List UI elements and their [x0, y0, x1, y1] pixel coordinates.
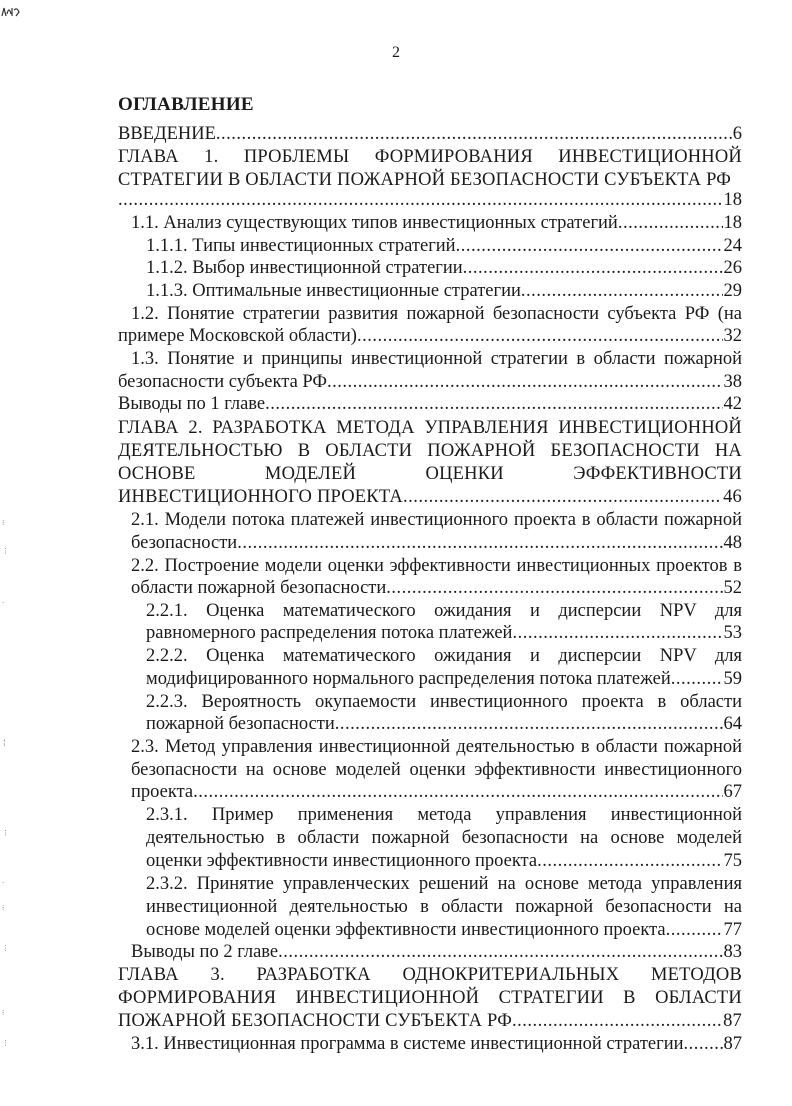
toc-line: СТРАТЕГИИ В ОБЛАСТИ ПОЖАРНОЙ БЕЗОПАСНОСТИ СУБЪЕКТА РФ [118, 170, 732, 190]
toc-entry[interactable]: области пожарной безопасности ..... 52 [131, 576, 742, 600]
toc-line: 2.3. Метод управления инвестиционной деятельностью в области пожарной [131, 737, 742, 757]
toc-entry[interactable]: 3.1. Инвестиционная программа в системе инвестиционной стратегии ..... 87 [131, 1032, 742, 1056]
toc-entry[interactable]: 1.1. Анализ существующих типов инвестиционных стратегий ..... 18 [131, 211, 742, 235]
toc-entry[interactable]: модифицированного нормального распределения потока платежей ..... 59 [146, 667, 742, 691]
toc-line: деятельностью в области пожарной безопасности на основе моделей [146, 828, 742, 848]
toc-title: ОГЛАВЛЕНИЕ [118, 94, 254, 115]
toc-entry[interactable]: безопасности субъекта РФ ..... 38 [118, 370, 742, 394]
toc-line: 1.2. Понятие стратегии развития пожарной безопасности субъекта РФ (на [131, 304, 742, 324]
toc-line: 1.3. Понятие и принципы инвестиционной стратегии в области пожарной [131, 349, 742, 369]
page-number: 2 [392, 44, 400, 61]
toc-line: 2.2.1. Оценка математического ожидания и дисперсии NPV для [146, 601, 742, 621]
toc-line: безопасности на основе моделей оценки эффективности инвестиционного [131, 760, 742, 780]
toc-entry[interactable]: основе моделей оценки эффективности инвестиционного проекта ..... 77 [146, 918, 742, 942]
toc-entry-chapter-2[interactable]: ИНВЕСТИЦИОННОГО ПРОЕКТА ..... 46 [118, 485, 742, 509]
toc-line: инвестиционной деятельностью в области пожарной безопасности на [146, 897, 742, 917]
toc-line: 2.3.1. Пример применения метода управления инвестиционной [146, 805, 742, 825]
toc-entry[interactable]: проекта ..... 67 [131, 780, 742, 804]
toc-entry[interactable]: Выводы по 1 главе ..... 42 [118, 392, 742, 416]
toc-entry[interactable]: оценки эффективности инвестиционного проекта ..... 75 [146, 849, 742, 873]
toc-entry[interactable]: равномерного распределения потока платежей ..... 53 [146, 621, 742, 645]
toc-line: 2.1. Модели потока платежей инвестиционного проекта в области пожарной [131, 510, 742, 530]
toc-line: ОСНОВЕ МОДЕЛЕЙ ОЦЕНКИ ЭФФЕКТИВНОСТИ [118, 464, 742, 484]
toc-line: 2.2.3. Вероятность окупаемости инвестиционного проекта в области [146, 692, 742, 712]
toc-entry[interactable]: безопасности ..... 48 [131, 531, 742, 555]
toc-entry[interactable]: 1.1.1. Типы инвестиционных стратегий ..... 24 [146, 234, 742, 258]
toc-line: 2.2. Построение модели оценки эффективности инвестиционных проектов в [131, 556, 742, 576]
toc-line: 2.3.2. Принятие управленческих решений на основе метода управления [146, 874, 742, 894]
toc-entry[interactable]: 1.1.2. Выбор инвестиционной стратегии ..... 26 [146, 256, 742, 280]
toc-line: ГЛАВА 3. РАЗРАБОТКА ОДНОКРИТЕРИАЛЬНЫХ МЕТОДОВ [118, 965, 742, 985]
toc-line: ФОРМИРОВАНИЯ ИНВЕСТИЦИОННОЙ СТРАТЕГИИ В ОБЛАСТИ [118, 988, 742, 1008]
toc-entry-introduction[interactable]: ВВЕДЕНИЕ ..... 6 [118, 122, 742, 146]
toc-entry[interactable]: Выводы по 2 главе ..... 83 [131, 940, 742, 964]
toc-line: ГЛАВА 1. ПРОБЛЕМЫ ФОРМИРОВАНИЯ ИНВЕСТИЦИОННОЙ [118, 147, 742, 167]
toc-line: ГЛАВА 2. РАЗРАБОТКА МЕТОДА УПРАВЛЕНИЯ ИНВЕСТИЦИОННОЙ [118, 418, 742, 438]
toc-entry-chapter-1[interactable]: ..... 18 [118, 188, 742, 212]
toc-entry[interactable]: пожарной безопасности ..... 64 [146, 712, 742, 736]
toc-entry-chapter-3[interactable]: ПОЖАРНОЙ БЕЗОПАСНОСТИ СУБЪЕКТА РФ ..... 87 [118, 1009, 742, 1033]
toc-entry[interactable]: примере Московской области) ..... 32 [118, 324, 742, 348]
toc-entry[interactable]: 1.1.3. Оптимальные инвестиционные стратегии ..... 29 [146, 279, 742, 303]
toc-line: 2.2.2. Оценка математического ожидания и дисперсии NPV для [146, 646, 742, 666]
toc-line: ДЕЯТЕЛЬНОСТЬЮ В ОБЛАСТИ ПОЖАРНОЙ БЕЗОПАСНОСТИ НА [118, 441, 742, 461]
